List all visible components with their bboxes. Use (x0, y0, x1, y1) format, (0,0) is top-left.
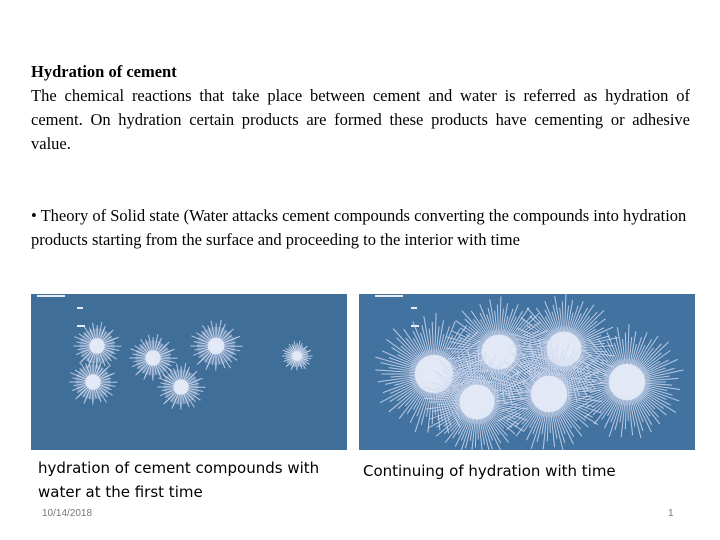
footer-date: 10/14/2018 (42, 508, 93, 519)
continued-hydration-illustration (359, 294, 695, 450)
scale-marks (37, 296, 85, 326)
scale-marks (375, 296, 419, 326)
urchin-particles (375, 294, 683, 450)
hydration-particle (69, 358, 117, 405)
initial-hydration-illustration (31, 294, 347, 450)
slide-heading: Hydration of cement (31, 62, 177, 81)
hydration-particle (282, 341, 313, 371)
intro-body: The chemical reactions that take place between cement and water is referred as hydration of cement. On hydration certain products are formed these products have cementing or adhesive value. (31, 86, 690, 153)
initial-hydration-image (31, 294, 347, 450)
hydration-particle (571, 324, 683, 438)
caption-first-time: hydration of cement compounds with water at the first time (38, 459, 320, 501)
caption-continuing: Continuing of hydration with time (363, 462, 616, 480)
hydration-particle (190, 320, 242, 371)
intro-paragraph (31, 60, 690, 156)
page-number: 1 (668, 508, 674, 519)
urchin-particles (69, 320, 312, 410)
continued-hydration-image (359, 294, 695, 450)
theory-bullet: • Theory of Solid state (Water attacks cement compounds converting the compounds into hydration products starting from the surface and proceeding to the interior with time (31, 206, 687, 249)
